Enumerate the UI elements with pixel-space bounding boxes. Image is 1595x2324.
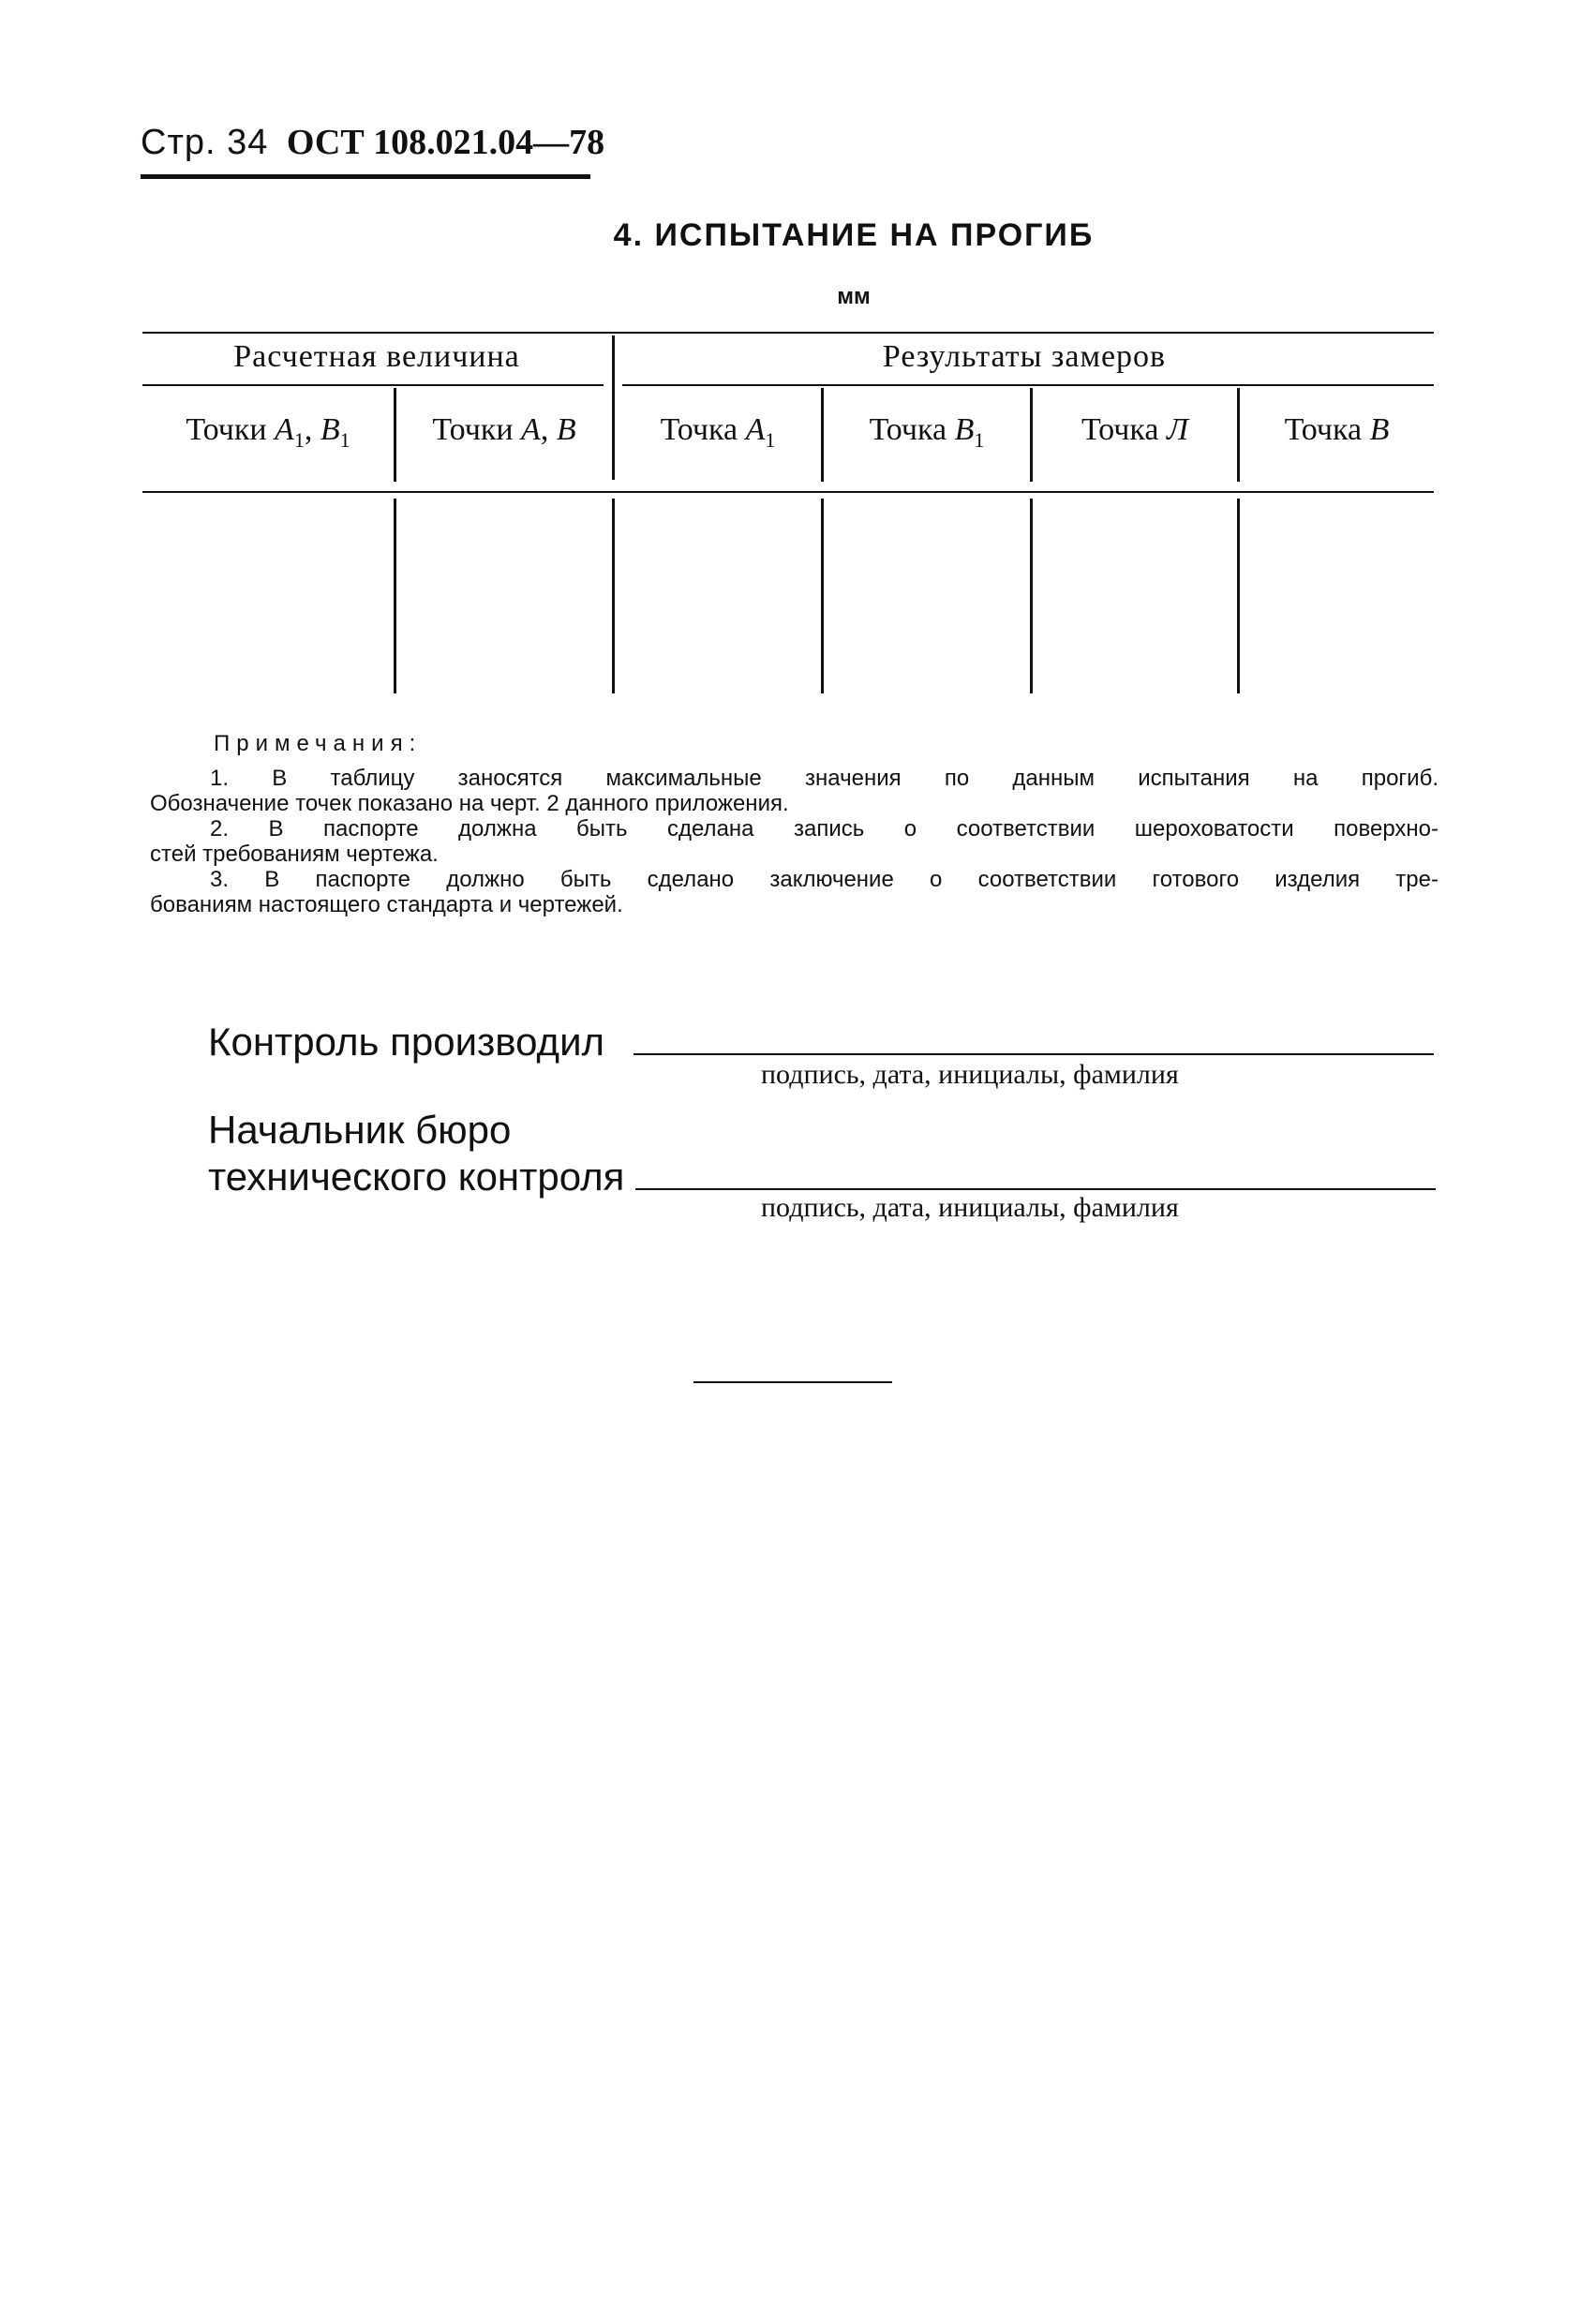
note-line: бованиям настоящего стандарта и чертежей. <box>150 892 623 917</box>
signature-caption-qc-chief: подпись, дата, инициалы, фамилия <box>761 1192 1179 1223</box>
signature-label-qc-chief-line1: Начальник бюро <box>208 1108 512 1152</box>
col-divider-4-body <box>1030 499 1033 693</box>
column-header-bottom-rule <box>142 491 1434 493</box>
notes-title: Примечания: <box>214 731 423 756</box>
signature-line-qc-chief <box>635 1188 1436 1190</box>
page-number: Стр. 34 <box>141 123 269 162</box>
signature-caption-inspector: подпись, дата, инициалы, фамилия <box>761 1059 1179 1090</box>
group-header-results: Результаты замеров <box>882 339 1167 374</box>
column-header-point-l: Точка Л <box>1081 412 1189 447</box>
signature-label-qc-chief-line2: технического контроля <box>208 1155 625 1199</box>
column-header-point-b: Точка B <box>1284 412 1390 447</box>
table-top-rule <box>142 332 1434 334</box>
note-line: Обозначение точек показано на черт. 2 данного приложения. <box>150 791 789 816</box>
column-header-point-a1: Точка $A_1$ <box>660 412 776 452</box>
section-title: 4. ИСПЫТАНИЕ НА ПРОГИБ <box>613 217 1095 253</box>
column-header-points-a-b: Точки A, B <box>432 412 576 447</box>
column-header-points-a1-b1: Точки $A_1$, $B_1$ <box>186 412 350 452</box>
column-header-point-b1: Точка $B_1$ <box>869 412 985 452</box>
group-header-rule-right <box>622 384 1434 386</box>
page-header <box>141 122 604 163</box>
signature-line-inspector <box>634 1053 1434 1055</box>
header-rule <box>141 174 590 179</box>
notes-block <box>150 731 1438 917</box>
group-header-calculated: Расчетная величина <box>233 339 520 374</box>
standard-code: ОСТ 108.021.04—78 <box>286 123 605 162</box>
note-line: 1. В таблицу заносятся максимальные значения по данным испытания на прогиб. <box>210 766 1438 791</box>
note-line: 2. В паспорте должна быть сделана запись о соответствии шероховатости поверхно- <box>210 816 1438 842</box>
end-rule <box>693 1381 892 1383</box>
note-line: 3. В паспорте должно быть сделано заключение о соответствии готового изделия тре- <box>210 867 1438 892</box>
col-divider-5-body <box>1237 499 1240 693</box>
unit-label: мм <box>837 284 871 309</box>
col-divider-3-body <box>821 499 824 693</box>
col-divider-1-body <box>394 499 396 693</box>
group-header-rule-left <box>142 384 604 386</box>
col-divider-2-body <box>612 499 615 693</box>
note-line: стей требованиям чертежа. <box>150 842 439 867</box>
signature-label-inspector: Контроль производил <box>208 1020 605 1064</box>
